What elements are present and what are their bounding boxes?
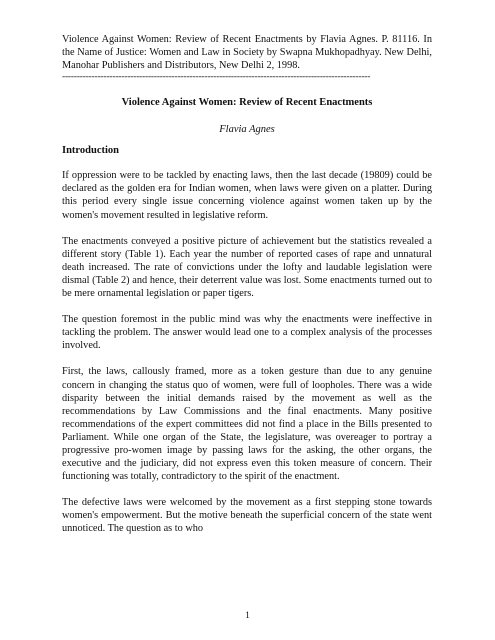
page-number: 1 — [245, 611, 250, 621]
paragraph-2: The enactments conveyed a positive picture of achievement but the statistics revealed a different story (Table 1). Each year the number of reported cases of rape and unnatural death increased. The rate of convictions under the lofty and laudable legislation were dismal (Table 2) and hence, their deterrent value was lost. Some enactments turned out to be mere ornamental legislation or paper tigers. — [62, 235, 432, 300]
paragraph-4: First, the laws, callously framed, more as a token gesture than due to any genuine concern in changing the status quo of women, were full of loopholes. There was a wide disparity between the initial demands raised by the movement as well as the recommendations by Law Commissions and the final enactments. Many positive recommendations of the expert committees did not find a place in the Bills presented to Parliament. While one organ of the State, the legislature, was overeager to portray a progressive pro-women image by passing laws for the asking, the other organs, the executive and the judiciary, did not express even this token measure of concern. Their functioning was totally, contradictory to the spirit of the enactment. — [62, 366, 432, 483]
section-heading: Introduction — [62, 145, 119, 157]
author-name: Flavia Agnes — [219, 124, 275, 136]
article-title: Violence Against Women: Review of Recent Enactments — [121, 97, 373, 109]
paragraph-3: The question foremost in the public mind was why the enactments were ineffective in tackling the problem. The answer would lead one to a complex analysis of the processes involved. — [62, 314, 432, 352]
citation-reference: Violence Against Women: Review of Recent Enactments by Flavia Agnes. P. 81116. In the Name of Justice: Women and Law in Society by Swapna Mukhopadhyay. New Delhi, Manohar Publishers and Distributors, New Delhi 2, 1998. — [62, 34, 432, 72]
paragraph-5: The defective laws were welcomed by the movement as a first stepping stone towards women's empowerment. But the motive beneath the superficial concern of the state went unnoticed. The question as to who — [62, 497, 432, 535]
separator-line: -------------------------------------------------------------------------------------------------------- — [62, 72, 371, 83]
document-page — [62, 30, 432, 536]
paragraph-1: If oppression were to be tackled by enacting laws, then the last decade (19809) could be declared as the golden era for Indian women, when laws were given on a platter. During this period every single issue concerning violence against women taken up by the women's movement resulted in legislative reform. — [62, 170, 432, 221]
